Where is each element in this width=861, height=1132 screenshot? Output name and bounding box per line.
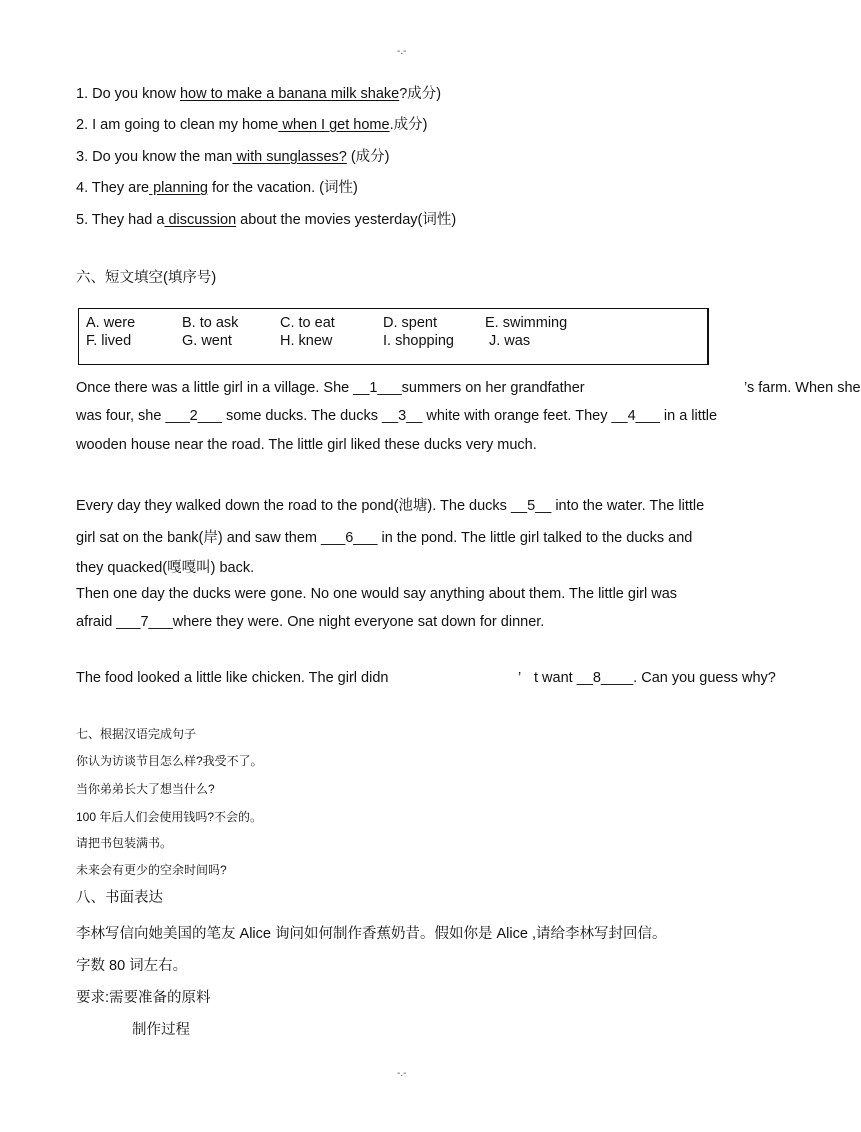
question-3	[76, 145, 390, 166]
option-f: F. lived	[86, 333, 132, 349]
options-box	[78, 308, 709, 365]
writing-prompt-line-3: 要求:需要准备的原料	[76, 990, 211, 1006]
passage-line-8: afraid ___7___where they were. One night everyone sat down for dinner.	[76, 614, 545, 630]
question-4-suffix: for the vacation. (词性)	[207, 180, 358, 196]
translation-item-1: 你认为访谈节目怎么样?我受不了。	[76, 754, 263, 768]
writing-prompt-line-4: 制作过程	[132, 1022, 190, 1038]
passage-line-1: Once there was a little girl in a village. She __1___summers on her grandfather	[76, 380, 585, 396]
page-marker-top: -.-	[397, 46, 407, 57]
question-5-underlined: discussion	[164, 212, 237, 228]
question-3-suffix: (成分)	[346, 149, 390, 165]
section-6-heading: 六、短文填空(填序号)	[76, 270, 217, 286]
option-i: I. shopping	[383, 333, 454, 349]
passage-line-2: was four, she ___2___ some ducks. The ducks __3__ white with orange feet. They __4___ in a little	[76, 408, 718, 424]
question-2-underlined: when I get home	[278, 117, 390, 133]
option-e: E. swimming	[485, 315, 568, 331]
passage-line-4: Every day they walked down the road to the pond(池塘). The ducks __5__ into the water. The little	[76, 498, 705, 514]
translation-item-4: 请把书包装满书。	[76, 836, 173, 850]
passage-line-7: Then one day the ducks were gone. No one would say anything about them. The little girl was	[76, 586, 678, 602]
question-1-underlined: how to make a banana milk shake	[179, 86, 400, 102]
question-5-suffix: about the movies yesterday(词性)	[236, 212, 457, 228]
option-g: G. went	[182, 333, 232, 349]
option-j: J. was	[489, 333, 531, 349]
question-4-underlined: planning	[149, 180, 208, 196]
question-2-suffix: .成分)	[389, 117, 428, 133]
option-c: C. to eat	[280, 315, 335, 331]
passage-line-3: wooden house near the road. The little girl liked these ducks very much.	[76, 437, 537, 453]
question-4	[76, 176, 358, 197]
question-3-text: 3. Do you know the man	[76, 149, 233, 165]
section-8-heading: 八、书面表达	[76, 890, 163, 906]
translation-item-3: 100 年后人们会使用钱吗?不会的。	[76, 810, 263, 824]
translation-item-2: 当你弟弟长大了想当什么?	[76, 782, 215, 796]
question-1-suffix: ?成分)	[399, 86, 442, 102]
question-2-text: 2. I am going to clean my home	[76, 117, 279, 133]
passage-line-6: they quacked(嘎嘎叫) back.	[76, 560, 255, 576]
question-5-text: 5. They had a	[76, 212, 165, 228]
option-h: H. knew	[280, 333, 333, 349]
question-4-text: 4. They are	[76, 180, 150, 196]
passage-line-9-end: t want __8____. Can you guess why?	[534, 670, 776, 686]
section-7-heading: 七、根据汉语完成句子	[76, 727, 197, 741]
writing-prompt-line-2: 字数 80 词左右。	[76, 958, 188, 974]
passage-line-1-end: ’s farm. When she	[744, 380, 861, 396]
question-1-text: 1. Do you know	[76, 86, 180, 102]
page-marker-bottom: -.-	[397, 1068, 407, 1079]
question-2	[76, 113, 427, 134]
question-1	[76, 82, 441, 103]
writing-prompt-line-1: 李林写信向她美国的笔友 Alice 询问如何制作香蕉奶昔。假如你是 Alice ,请给李林写封回信。	[76, 926, 667, 942]
option-a: A. were	[86, 315, 136, 331]
translation-item-5: 未来会有更少的空余时间吗?	[76, 863, 227, 877]
passage-line-9-apostrophe: ’	[518, 670, 522, 686]
question-5	[76, 208, 456, 229]
passage-line-9: The food looked a little like chicken. The girl didn	[76, 670, 389, 686]
option-b: B. to ask	[182, 315, 239, 331]
question-3-underlined: with sunglasses?	[232, 149, 347, 165]
option-d: D. spent	[383, 315, 437, 331]
passage-line-5: girl sat on the bank(岸) and saw them ___6___ in the pond. The little girl talked to the ducks and	[76, 530, 693, 546]
